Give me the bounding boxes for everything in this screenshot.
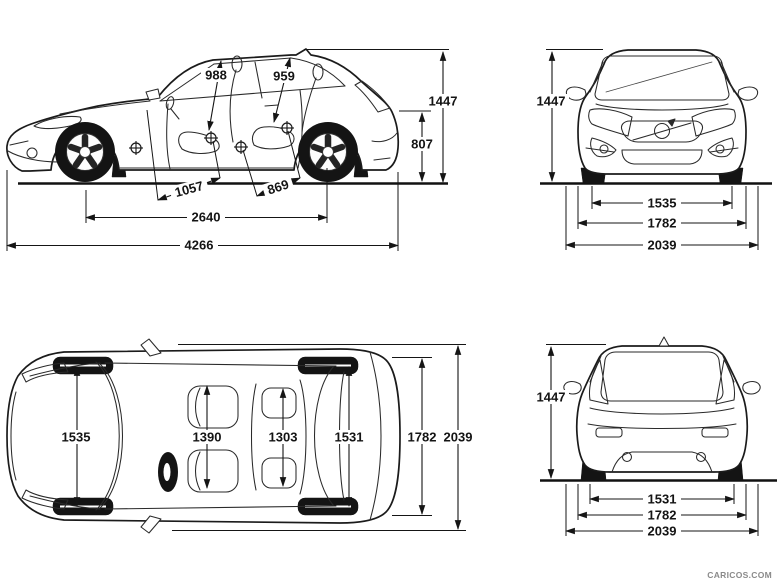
front-car-body bbox=[578, 50, 746, 174]
dim-front-width-mirrors bbox=[566, 238, 758, 253]
dim-label: 1782 bbox=[647, 215, 677, 231]
dim-label: 2640 bbox=[191, 209, 221, 225]
rear-car-body bbox=[577, 346, 748, 472]
dim-front-width-body bbox=[578, 216, 746, 231]
dim-label: 4266 bbox=[184, 237, 214, 253]
dim-label: 1531 bbox=[647, 491, 677, 507]
dim-label: 1447 bbox=[536, 93, 566, 109]
rear-view bbox=[533, 337, 777, 539]
dim-rear-width-mirrors bbox=[566, 524, 758, 539]
side-view bbox=[7, 49, 461, 253]
dim-label: 869 bbox=[265, 176, 291, 198]
front-view bbox=[533, 50, 772, 253]
dim-label: 807 bbox=[411, 136, 433, 152]
dim-side-load-height bbox=[399, 111, 436, 181]
dim-label: 1447 bbox=[428, 93, 458, 109]
dim-label: 1782 bbox=[647, 507, 677, 523]
dim-label: 1531 bbox=[334, 429, 364, 445]
dim-label: 1535 bbox=[61, 429, 91, 445]
top-view bbox=[7, 339, 477, 533]
rear-wheel bbox=[298, 122, 358, 182]
front-wheel bbox=[55, 122, 115, 182]
watermark: CARICOS.COM bbox=[707, 570, 772, 580]
dim-label: 1057 bbox=[173, 178, 205, 200]
dim-label: 2039 bbox=[647, 523, 677, 539]
dim-label: 1535 bbox=[647, 195, 677, 211]
dim-label: 1447 bbox=[536, 389, 566, 405]
dim-label: 988 bbox=[205, 67, 227, 83]
dim-rear-width-body bbox=[578, 508, 746, 523]
dim-label: 2039 bbox=[647, 237, 677, 253]
dim-label: 959 bbox=[273, 68, 295, 84]
steering-wheel bbox=[158, 452, 178, 492]
dim-label: 1303 bbox=[268, 429, 298, 445]
dim-label: 1782 bbox=[407, 429, 437, 445]
dim-label: 2039 bbox=[443, 429, 473, 445]
dim-label: 1390 bbox=[192, 429, 222, 445]
